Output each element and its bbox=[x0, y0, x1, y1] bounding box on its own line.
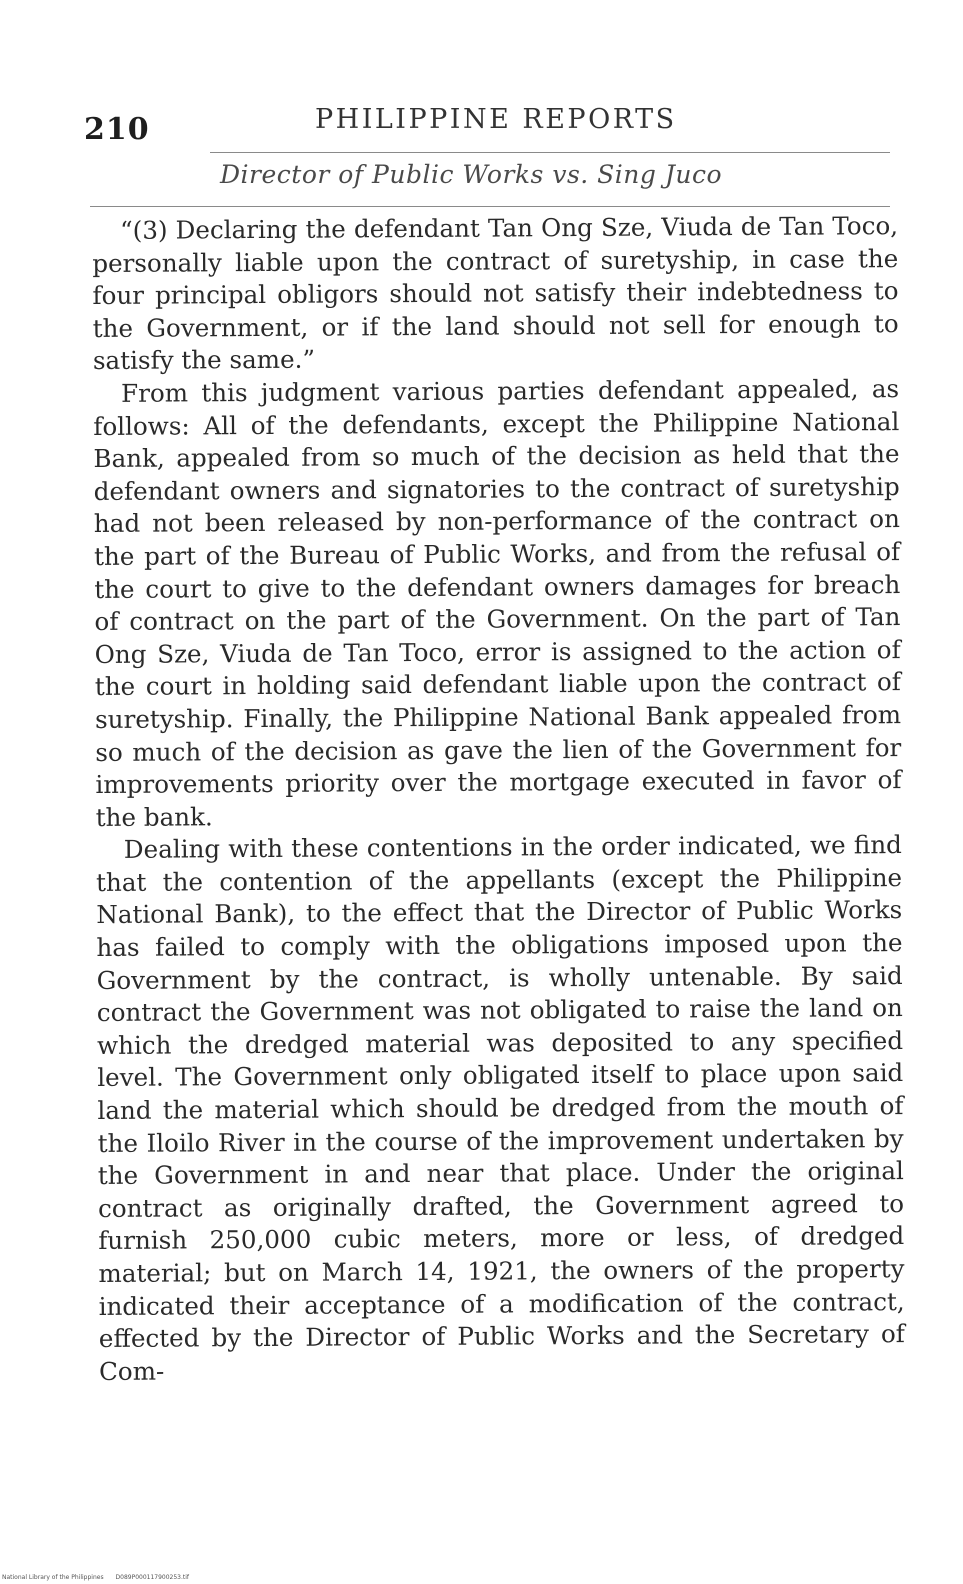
page-number: 210 bbox=[84, 112, 150, 147]
header-rule-bottom bbox=[90, 206, 890, 207]
body-text bbox=[92, 210, 905, 1388]
footer-identifier: D089P000117900253.tif bbox=[115, 1574, 190, 1581]
paragraph-contentions: Dealing with these contentions in the order indicated, we find that the contention of the appellants (except the Philippine National Bank), to the effect that the Director of Public Works has failed to comply with the obligations imposed upon the Government by the contract, is wholly untenable. By said contract the Government was not obligated to raise the land on which the dredged material was deposited to any specified level. The Government only obligated itself to place upon said land the material which should be dredged from the mouth of the Iloilo River in the course of the improvement undertaken by the Government in and near that place. Under the original contract as originally drafted, the Government agreed to furnish 250,000 cubic meters, more or less, of dredged material; but on March 14, 1921, the owners of the property indicated their acceptance of a modification of the contract, effected by the Director of Public Works and the Secretary of Com- bbox=[95, 830, 905, 1386]
paragraph-appeals: From this judgment various parties defendant appealed, as follows: All of the defendants, except the Philippine National Bank, appealed from so much of the decision as held that the defendant owners and signatories to the contract of suretyship had not been released by non-performance of the contract on the part of the Bureau of Public Works, and from the refusal of the court to give to the defendant owners damages for breach of contract on the part of the Government. On the part of Tan Ong Sze, Viuda de Tan Toco, error is assigned to the action of the court in holding said defendant liable upon the contract of suretyship. Finally, the Philippine National Bank appealed from so much of the decision as gave the lien of the Government for improvements priority over the mortgage executed in favor of the bank. bbox=[93, 374, 902, 832]
footer-source: National Library of the Philippines bbox=[2, 1574, 104, 1581]
case-caption: Director of Public Works vs. Sing Juco bbox=[220, 160, 723, 189]
header-rule-top bbox=[210, 152, 890, 153]
paragraph-quoted-judgment: “(3) Declaring the defendant Tan Ong Sze, Viuda de Tan Toco, personally liable upon the contract of suretyship, in case the four principal obligors should not satisfy their indebtedness to the Government, or if the land should not sell for enough to satisfy the same.” bbox=[92, 211, 899, 376]
running-title: PHILIPPINE REPORTS bbox=[315, 104, 677, 135]
scan-footer bbox=[2, 1574, 199, 1581]
